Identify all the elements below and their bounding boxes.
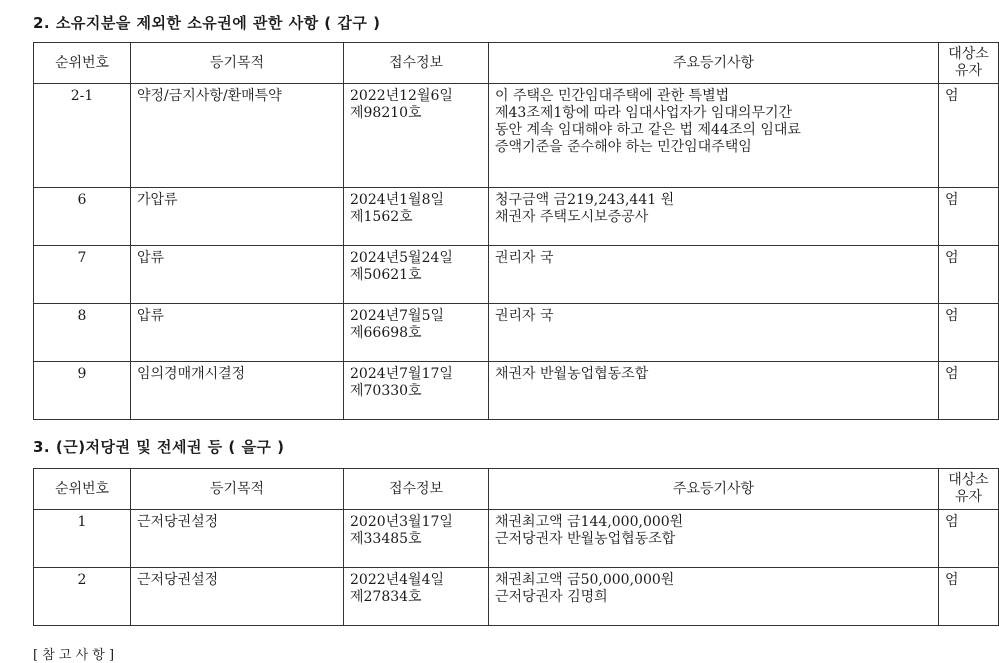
receipt-number: 제70330호 xyxy=(350,383,422,399)
table-row xyxy=(34,510,999,568)
register-purpose: 근저당권설정 xyxy=(131,510,344,568)
register-purpose: 가압류 xyxy=(131,188,344,246)
detail-line: 권리자 국 xyxy=(495,308,554,324)
table-row xyxy=(34,246,999,304)
rank-number: 2 xyxy=(34,568,131,626)
table-header-row xyxy=(34,469,999,510)
target-owner: 엄 xyxy=(939,84,999,188)
table-row xyxy=(34,304,999,362)
receipt-number: 제1562호 xyxy=(350,209,413,225)
table-row xyxy=(34,362,999,420)
detail-line: 동안 계속 임대해야 하고 같은 법 제44조의 임대료 xyxy=(495,122,801,138)
section2-title: 2. 소유지분을 제외한 소유권에 관한 사항 ( 갑구 ) xyxy=(33,14,381,32)
target-owner: 엄 xyxy=(939,568,999,626)
receipt-date: 2022년4월4일 xyxy=(350,572,445,588)
receipt-number: 제33485호 xyxy=(350,531,422,547)
receipt-date: 2020년3월17일 xyxy=(350,514,453,530)
rank-number: 6 xyxy=(34,188,131,246)
register-purpose: 임의경매개시결정 xyxy=(131,362,344,420)
header-receipt: 접수정보 xyxy=(344,43,489,84)
header-rank: 순위번호 xyxy=(34,43,131,84)
target-owner: 엄 xyxy=(939,362,999,420)
detail-line: 채권최고액 금144,000,000원 xyxy=(495,514,684,530)
rank-number: 2-1 xyxy=(34,84,131,188)
detail-line: 근저당권자 반월농업협동조합 xyxy=(495,531,676,547)
register-purpose: 약정/금지사항/환매특약 xyxy=(137,88,282,104)
target-owner: 엄 xyxy=(939,246,999,304)
receipt-number: 제66698호 xyxy=(350,325,422,341)
header-owner: 대상소유자 xyxy=(939,43,999,84)
register-purpose: 압류 xyxy=(131,304,344,362)
table-row xyxy=(34,84,999,188)
eulgu-table xyxy=(33,468,999,626)
receipt-date: 2022년12월6일 xyxy=(350,88,453,104)
reference-notes-title: [ 참 고 사 항 ] xyxy=(33,648,115,663)
receipt-number: 제27834호 xyxy=(350,589,422,605)
detail-line: 권리자 국 xyxy=(495,250,554,266)
receipt-number: 제98210호 xyxy=(350,105,422,121)
rank-number: 7 xyxy=(34,246,131,304)
section3-title: 3. (근)저당권 및 전세권 등 ( 을구 ) xyxy=(33,438,285,456)
header-purpose: 등기목적 xyxy=(131,43,344,84)
gapgu-table xyxy=(33,42,999,420)
target-owner: 엄 xyxy=(939,304,999,362)
header-details: 주요등기사항 xyxy=(489,43,939,84)
receipt-date: 2024년7월17일 xyxy=(350,366,453,382)
target-owner: 엄 xyxy=(939,188,999,246)
receipt-date: 2024년1월8일 xyxy=(350,192,445,208)
header-rank: 순위번호 xyxy=(34,469,131,510)
table-row xyxy=(34,188,999,246)
header-purpose: 등기목적 xyxy=(131,469,344,510)
header-details: 주요등기사항 xyxy=(489,469,939,510)
header-owner: 대상소유자 xyxy=(939,469,999,510)
rank-number: 9 xyxy=(34,362,131,420)
detail-line: 청구금액 금219,243,441 원 xyxy=(495,192,675,208)
register-purpose: 근저당권설정 xyxy=(131,568,344,626)
detail-line: 채권자 반월농업협동조합 xyxy=(495,366,649,382)
receipt-date: 2024년5월24일 xyxy=(350,250,453,266)
target-owner: 엄 xyxy=(939,510,999,568)
detail-line: 근저당권자 김명희 xyxy=(495,589,608,605)
detail-line: 증액기준을 준수해야 하는 민간임대주택임 xyxy=(495,139,752,155)
table-row xyxy=(34,568,999,626)
header-receipt: 접수정보 xyxy=(344,469,489,510)
rank-number: 1 xyxy=(34,510,131,568)
receipt-date: 2024년7월5일 xyxy=(350,308,445,324)
table-header-row xyxy=(34,43,999,84)
rank-number: 8 xyxy=(34,304,131,362)
register-purpose: 압류 xyxy=(131,246,344,304)
detail-line: 채권최고액 금50,000,000원 xyxy=(495,572,675,588)
detail-line: 채권자 주택도시보증공사 xyxy=(495,209,649,225)
detail-line: 제43조제1항에 따라 임대사업자가 임대의무기간 xyxy=(495,105,793,121)
receipt-number: 제50621호 xyxy=(350,267,422,283)
detail-line: 이 주택은 민간임대주택에 관한 특별법 xyxy=(495,88,730,104)
